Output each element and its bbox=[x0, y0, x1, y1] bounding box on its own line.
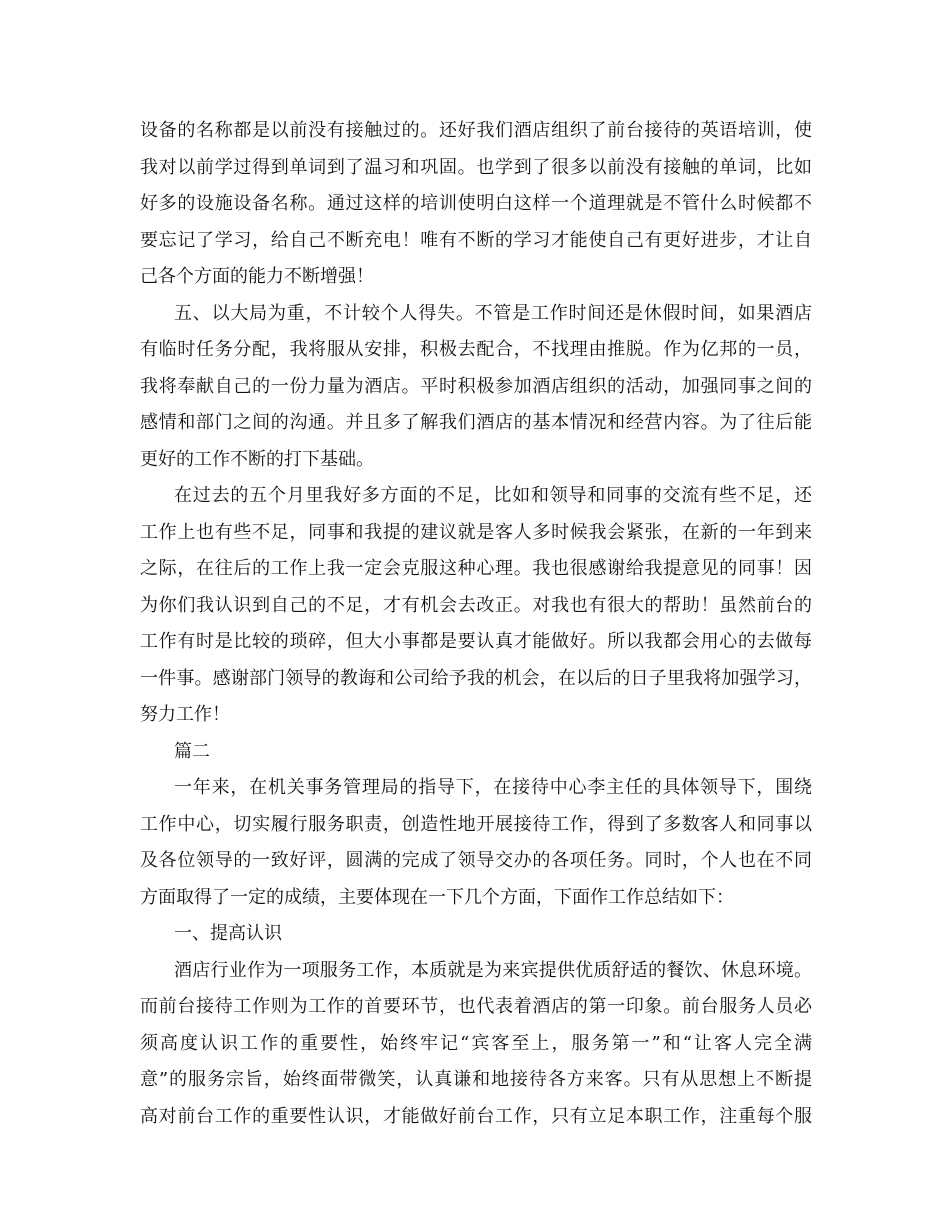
text-line: 感情和部门之间的沟通。并且多了解我们酒店的基本情况和经营内容。为了往后能 bbox=[140, 412, 812, 433]
document-body bbox=[140, 113, 812, 1135]
text-line: 设备的名称都是以前没有接触过的。还好我们酒店组织了前台接待的英语培训，使 bbox=[140, 120, 812, 141]
text-line: 工作中心，切实履行服务职责，创造性地开展接待工作，得到了多数客人和同事以 bbox=[140, 813, 812, 835]
text-line: 己各个方面的能力不断增强！ bbox=[140, 266, 374, 287]
text-line: 在过去的五个月里我好多方面的不足，比如和领导和同事的交流有些不足，还 bbox=[174, 485, 812, 506]
text-line: 更好的工作不断的打下基础。 bbox=[140, 448, 374, 470]
text-line: 酒店行业作为一项服务工作，本质就是为来宾提供优质舒适的餐饮、休息环境。 bbox=[174, 959, 812, 981]
text-line: 之际，在往后的工作上我一定会克服这种心理。我也很感谢给我提意见的同事！因 bbox=[140, 558, 812, 579]
text-line: 为你们我认识到自己的不足，才有机会去改正。对我也有很大的帮助！虽然前台的 bbox=[140, 594, 812, 616]
section-heading: 篇二 bbox=[174, 740, 210, 762]
text-line: 高对前台工作的重要性认识，才能做好前台工作，只有立足本职工作，注重每个服 bbox=[140, 1105, 812, 1127]
text-line: 一年来，在机关事务管理局的指导下，在接待中心李主任的具体领导下，围绕 bbox=[174, 777, 812, 798]
text-line: 工作有时是比较的琐碎，但大小事都是要认真才能做好。所以我都会用心的去做每 bbox=[140, 631, 812, 652]
text-line: 五、以大局为重，不计较个人得失。不管是工作时间还是休假时间，如果酒店 bbox=[174, 302, 812, 324]
text-line: 及各位领导的一致好评，圆满的完成了领导交办的各项任务。同时，个人也在不同 bbox=[140, 850, 812, 871]
text-line: 工作上也有些不足，同事和我提的建议就是客人多时候我会紧张，在新的一年到来 bbox=[140, 521, 812, 543]
text-line: 意”的服务宗旨，始终面带微笑，认真谦和地接待各方来客。只有从思想上不断提 bbox=[140, 1069, 812, 1090]
text-line: 有临时任务分配，我将服从安排，积极去配合，不找理由推脱。作为亿邦的一员， bbox=[140, 339, 812, 360]
text-line: 努力工作！ bbox=[140, 704, 230, 725]
text-line: 一件事。感谢部门领导的教诲和公司给予我的机会，在以后的日子里我将加强学习， bbox=[140, 667, 812, 689]
section-heading: 一、提高认识 bbox=[174, 923, 282, 944]
text-line: 我对以前学过得到单词到了温习和巩固。也学到了很多以前没有接触的单词，比如 bbox=[140, 156, 812, 178]
text-line: 好多的设施设备名称。通过这样的培训使明白这样一个道理就是不管什么时候都不 bbox=[140, 193, 812, 214]
text-line: 要忘记了学习，给自己不断充电！唯有不断的学习才能使自己有更好进步，才让自 bbox=[140, 229, 812, 251]
text-line: 我将奉献自己的一份力量为酒店。平时积极参加酒店组织的活动，加强同事之间的 bbox=[140, 375, 812, 397]
text-line: 方面取得了一定的成绩，主要体现在一下几个方面，下面作工作总结如下： bbox=[140, 886, 734, 908]
text-line: 须高度认识工作的重要性，始终牢记“宾客至上，服务第一”和“让客人完全满 bbox=[140, 1032, 812, 1054]
text-line: 而前台接待工作则为工作的首要环节，也代表着酒店的第一印象。前台服务人员必 bbox=[140, 996, 812, 1017]
